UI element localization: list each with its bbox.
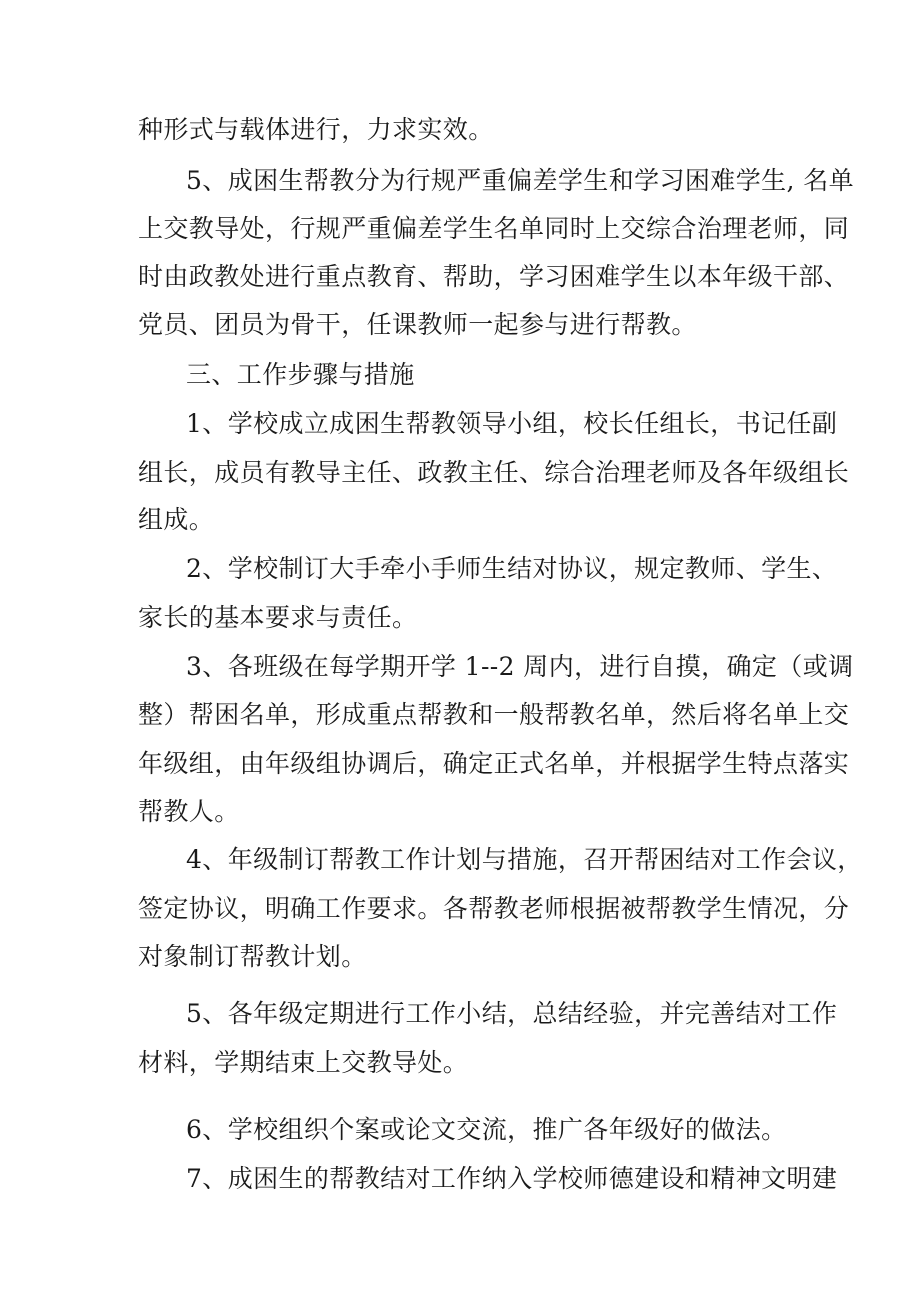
text-line: 组成。 (138, 505, 215, 534)
text-line: 3、各班级在每学期开学 1--2 周内，进行自摸，确定（或调 (186, 652, 854, 681)
text-line: 年级组，由年级组协调后，确定正式名单，并根据学生特点落实 (138, 749, 850, 778)
text-line: 7、成困生的帮教结对工作纳入学校师德建设和精神文明建 (186, 1164, 838, 1193)
text-line: 签定协议，明确工作要求。各帮教老师根据被帮教学生情况，分 (138, 894, 850, 923)
text-line: 整）帮困名单，形成重点帮教和一般帮教名单，然后将名单上交 (138, 700, 850, 729)
text-line: 4、年级制订帮教工作计划与措施，召开帮困结对工作会议， (186, 845, 863, 874)
text-line: 5、各年级定期进行工作小结，总结经验，并完善结对工作 (186, 999, 838, 1028)
text-line: 对象制订帮教计划。 (138, 942, 367, 971)
text-line: 种形式与载体进行，力求实效。 (138, 115, 494, 144)
text-line: 时由政教处进行重点教育、帮助，学习困难学生以本年级干部、 (138, 262, 850, 291)
text-line: 5、成困生帮教分为行规严重偏差学生和学习困难学生, 名单 (186, 166, 855, 195)
text-line: 帮教人。 (138, 797, 240, 826)
text-line: 材料，学期结束上交教导处。 (138, 1048, 469, 1077)
text-line: 2、学校制订大手牵小手师生结对协议，规定教师、学生、 (186, 554, 838, 583)
text-line: 家长的基本要求与责任。 (138, 603, 418, 632)
text-line: 党员、团员为骨干，任课教师一起参与进行帮教。 (138, 310, 697, 339)
text-line: 6、学校组织个案或论文交流，推广各年级好的做法。 (186, 1115, 787, 1144)
text-line: 上交教导处，行规严重偏差学生名单同时上交综合治理老师，同 (138, 214, 850, 243)
text-line: 组长，成员有教导主任、政教主任、综合治理老师及各年级组长 (138, 458, 850, 487)
text-line: 1、学校成立成困生帮教领导小组，校长任组长，书记任副 (186, 409, 838, 438)
section-heading: 三、工作步骤与措施 (186, 360, 415, 389)
